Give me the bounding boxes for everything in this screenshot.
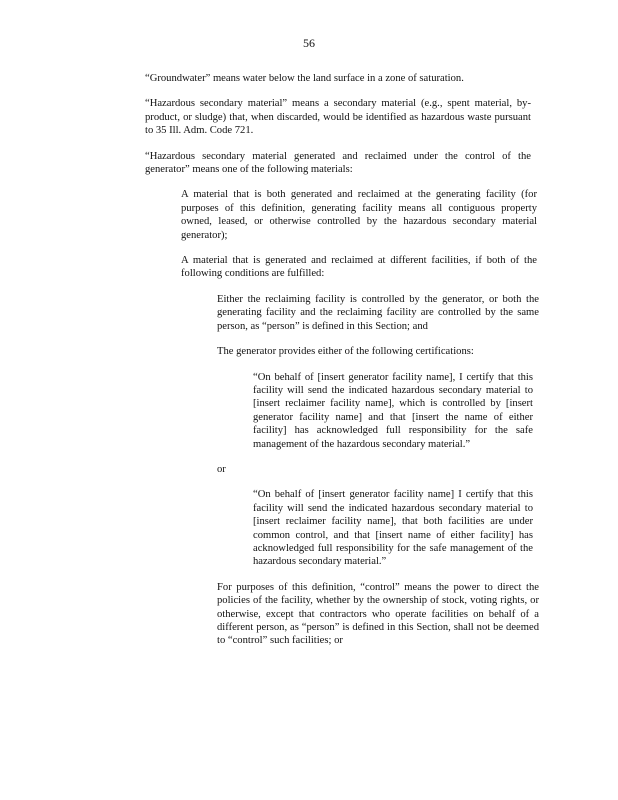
condition-control: Either the reclaiming facility is controlled by the generator, or both the generating facility and the reclaiming facility are controlled by the same person, as “person” is defined in this Section; and [217,293,539,332]
definition-hazardous-secondary-material: “Hazardous secondary material” means a secondary material (e.g., spent material, by-product, or sludge) that, when discarded, would be identified as hazardous waste pursuant to 35 Ill. Adm. Code 721. [145,98,531,137]
control-definition: For purposes of this definition, “control” means the power to direct the policies of the facility, whether by the ownership of stock, voting rights, or otherwise, except that contractors who operate facilities on behalf of a different person, as “person” is defined in this Section, shall not be deemed to “control” such facilities; or [217,581,539,647]
page-number: 56 [303,36,315,50]
list-item-different-facilities: A material that is generated and reclaimed at different facilities, if both of the following conditions are fulfilled: [181,255,537,280]
certification-text-1: “On behalf of [insert generator facility name], I certify that this facility will send the indicated hazardous secondary material to [insert reclaimer facility name], which is controlled by [insert generator facility name] and that [insert the name of either facility] has acknowledged full responsibility for the safe management of the hazardous secondary material.” [253,371,533,450]
definition-groundwater: “Groundwater” means water below the land surface in a zone of saturation. [145,73,464,84]
or-separator: or [217,463,226,475]
condition-certification: The generator provides either of the following certifications: [217,346,474,358]
certification-text-2: “On behalf of [insert generator facility name] I certify that this facility will send the indicated hazardous secondary material to [insert reclaimer facility name], that both facilities are under common control, and that [insert name of either facility] has acknowledged full responsibility for the safe management of the hazardous secondary material.” [253,489,533,568]
document-body [145,72,539,660]
list-item-same-facility: A material that is both generated and reclaimed at the generating facility (for purposes of this definition, generating facility means all contiguous property owned, leased, or otherwise controlled by the hazardous secondary material generator); [181,189,537,241]
definition-generated-and-reclaimed: “Hazardous secondary material generated and reclaimed under the control of the generator” means one of the following materials: [145,150,531,176]
